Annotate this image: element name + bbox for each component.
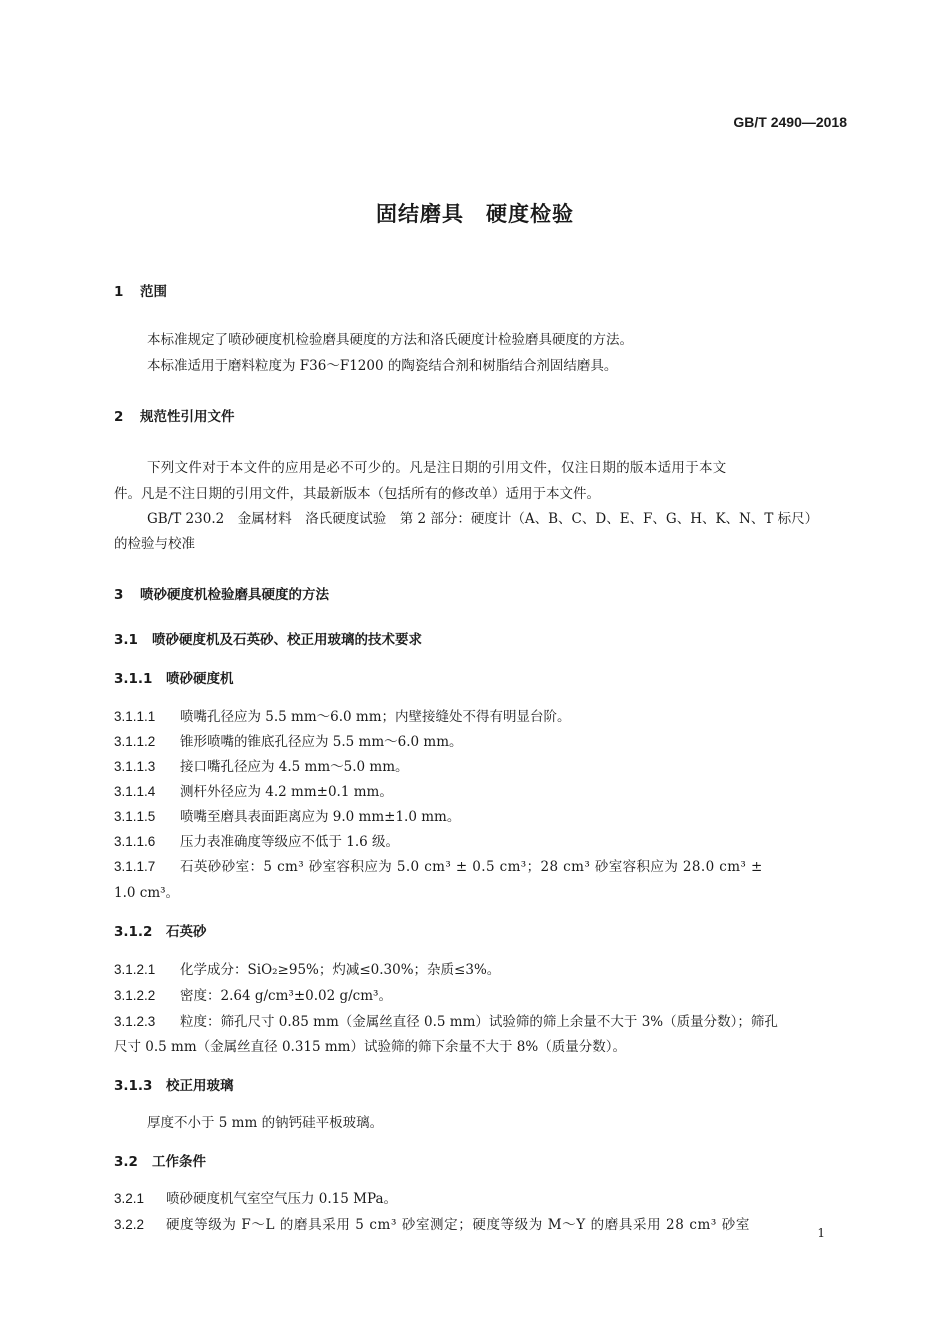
clause-3-1-1-7 [114,855,763,875]
subsection-3-2-heading [114,1150,206,1170]
clause-text-continuation: 1.0 cm³。 [114,885,180,901]
subsection-3-1-3-heading [114,1074,234,1094]
clause-number: 3.2.2 [114,1217,145,1232]
section-title: 校正用玻璃 [166,1078,234,1094]
clause-number: 3.1.1.5 [114,809,156,824]
clause-3-1-2-2 [114,984,392,1004]
clause-text: 接口嘴孔径应为 4.5 mm～5.0 mm。 [180,759,409,775]
paragraph-line: 下列文件对于本文件的应用是必不可少的。凡是注日期的引用文件，仅注日期的版本适用于本文 [147,460,727,476]
clause-text: 测杆外径应为 4.2 mm±0.1 mm。 [180,784,393,800]
subsection-3-1-2-heading [114,920,207,940]
clause-text-continuation: 尺寸 0.5 mm（金属丝直径 0.315 mm）试验筛的筛下余量不大于 8%（质量分数）。 [114,1039,626,1055]
section-title: 喷砂硬度机检验磨具硬度的方法 [140,587,329,603]
subsection-3-1-1-heading [114,667,234,687]
paragraph: 本标准适用于磨料粒度为 F36～F1200 的陶瓷结合剂和树脂结合剂固结磨具。 [147,358,618,374]
section-number: 3 [114,587,124,603]
clause-text: 硬度等级为 F～L 的磨具采用 5 cm³ 砂室测定；硬度等级为 M～Y 的磨具采用 28 cm³ 砂室 [166,1217,750,1233]
clause-3-1-1-3 [114,755,409,775]
section-1-heading [114,280,167,300]
clause-text: 喷嘴孔径应为 5.5 mm～6.0 mm；内壁接缝处不得有明显台阶。 [180,709,571,725]
clause-3-1-1-6 [114,830,399,850]
clause-text: 粒度：筛孔尺寸 0.85 mm（金属丝直径 0.5 mm）试验筛的筛上余量不大于 3%（质量分数）；筛孔 [180,1014,778,1030]
section-title: 范围 [140,284,167,300]
clause-text: 密度：2.64 g/cm³±0.02 g/cm³。 [180,988,392,1004]
document-title: 固结磨具 硬度检验 [376,202,574,226]
section-number: 1 [114,284,124,300]
clause-number: 3.1.1.3 [114,759,156,774]
section-number: 3.1.1 [114,671,153,687]
clause-number: 3.1.2.2 [114,988,156,1003]
section-number: 3.1.2 [114,924,153,940]
section-number: 3.2 [114,1154,138,1170]
clause-number: 3.1.2.3 [114,1014,156,1029]
clause-text: 压力表准确度等级应不低于 1.6 级。 [180,834,400,850]
clause-number: 3.2.1 [114,1191,145,1206]
section-title: 喷砂硬度机及石英砂、校正用玻璃的技术要求 [152,632,422,648]
section-2-heading [114,405,235,425]
section-title: 石英砂 [166,924,207,940]
clause-3-2-1 [114,1187,397,1207]
page-number: 1 [817,1226,825,1240]
clause-3-1-1-1 [114,705,571,725]
section-3-heading [114,583,329,603]
clause-text: 锥形喷嘴的锥底孔径应为 5.5 mm～6.0 mm。 [180,734,463,750]
paragraph-line: 件。凡是不注日期的引用文件，其最新版本（包括所有的修改单）适用于本文件。 [114,486,600,502]
reference-entry-line: 的检验与校准 [114,536,195,552]
clause-text: 化学成分：SiO₂≥95%；灼减≤0.30%；杂质≤3%。 [180,962,501,978]
clause-3-2-2 [114,1213,750,1233]
section-title: 工作条件 [152,1154,206,1170]
clause-3-1-1-5 [114,805,460,825]
clause-number: 3.1.1.7 [114,859,156,874]
clause-number: 3.1.1.6 [114,834,156,849]
clause-number: 3.1.1.1 [114,709,156,724]
subsection-3-1-heading [114,628,422,648]
section-title: 喷砂硬度机 [166,671,234,687]
clause-3-1-1-4 [114,780,393,800]
clause-text: 喷嘴至磨具表面距离应为 9.0 mm±1.0 mm。 [180,809,461,825]
clause-number: 3.1.2.1 [114,962,156,977]
clause-number: 3.1.1.4 [114,784,156,799]
section-title: 规范性引用文件 [140,409,235,425]
clause-text: 石英砂砂室：5 cm³ 砂室容积应为 5.0 cm³ ± 0.5 cm³；28 cm³ 砂室容积应为 28.0 cm³ ± [180,859,763,875]
section-number: 3.1.3 [114,1078,153,1094]
clause-number: 3.1.1.2 [114,734,156,749]
clause-3-1-1-2 [114,730,463,750]
paragraph: 厚度不小于 5 mm 的钠钙硅平板玻璃。 [147,1115,384,1131]
clause-text: 喷砂硬度机气室空气压力 0.15 MPa。 [166,1191,397,1207]
reference-entry-line: GB/T 230.2 金属材料 洛氏硬度试验 第 2 部分：硬度计（A、B、C、D、E、F、G、H、K、N、T 标尺） [147,511,819,527]
section-number: 2 [114,409,124,425]
clause-3-1-2-1 [114,958,500,978]
paragraph: 本标准规定了喷砂硬度机检验磨具硬度的方法和洛氏硬度计检验磨具硬度的方法。 [147,332,633,348]
standard-code: GB/T 2490—2018 [733,114,847,130]
section-number: 3.1 [114,632,138,648]
clause-3-1-2-3 [114,1010,778,1030]
